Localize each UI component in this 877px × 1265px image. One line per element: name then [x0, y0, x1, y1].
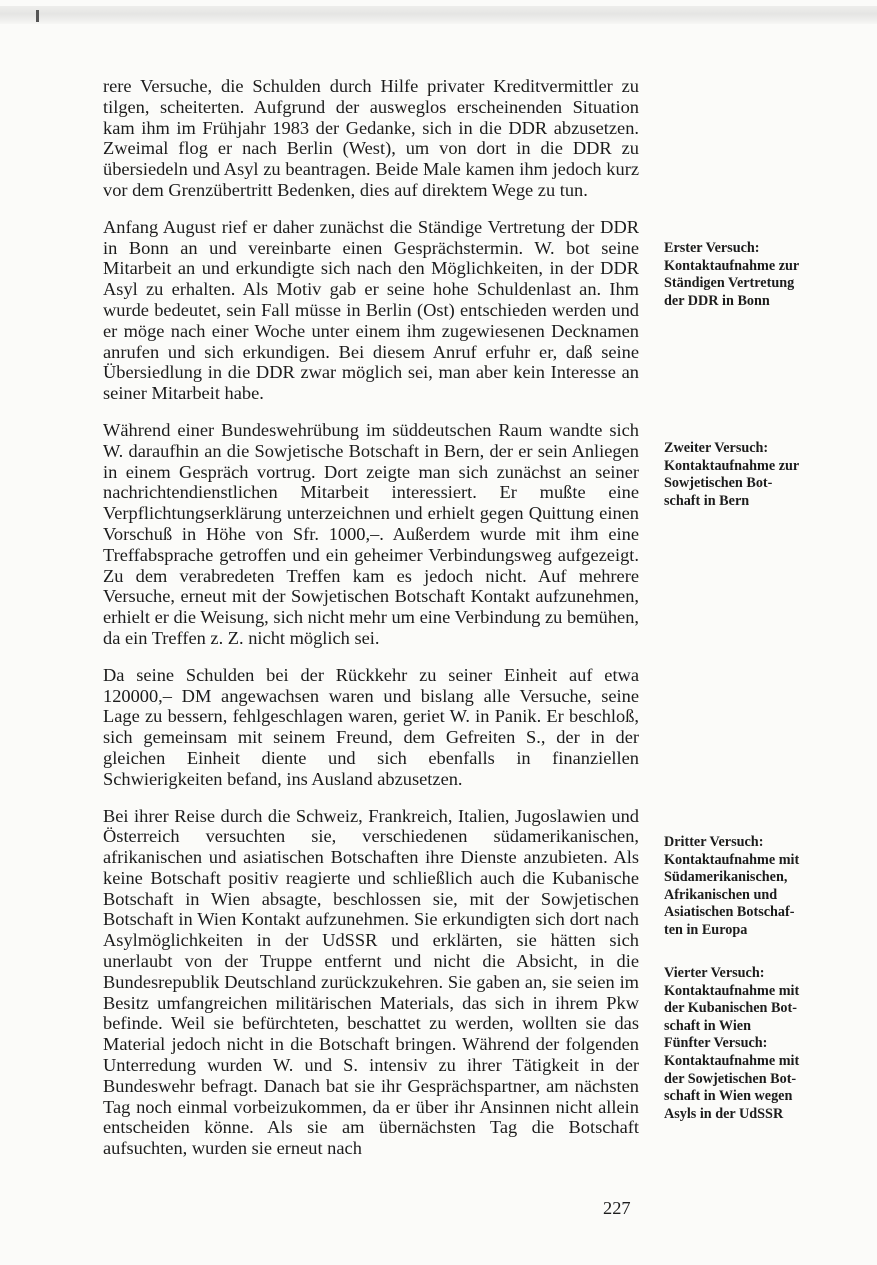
margin-note-first-attempt: [664, 240, 834, 310]
note-line: schaft in Wien: [664, 1017, 751, 1034]
note-line: ten in Europa: [664, 921, 748, 938]
note-line: Fünfter Versuch:: [664, 1035, 768, 1052]
note-line: Asyls in der UdSSR: [664, 1105, 784, 1122]
note-line: der Kubanischen Bot-: [664, 1000, 797, 1017]
note-line: Südamerikanischen,: [664, 869, 788, 886]
note-line: Kontaktaufnahme mit: [664, 851, 800, 868]
paragraph-4: Da seine Schulden bei der Rückkehr zu seiner Einheit auf etwa 120000,– DM angewachsen waren und bislang alle Versuche, seine Lage zu bessern, fehlgeschlagen waren, geriet W. in Panik. Er beschloß, sich gemeinsam mit seinem Freund, dem Gefreiten S., der in der gleichen Einheit diente und sich ebenfalls in finanziellen Schwierigkeiten befand, ins Ausland abzusetzen.: [103, 664, 639, 789]
note-line: Kontaktaufnahme mit: [664, 1052, 800, 1069]
note-line: der Sowjetischen Bot-: [664, 1070, 797, 1087]
note-line: Vierter Versuch:: [664, 965, 765, 981]
body-text: [103, 76, 639, 1175]
note-line: der DDR in Bonn: [664, 292, 770, 309]
note-line: schaft in Bern: [664, 492, 750, 509]
margin-note-third-attempt: [664, 834, 834, 940]
note-line: Afrikanischen und: [664, 886, 778, 903]
margin-note-fourth-fifth-attempt: [664, 965, 834, 1123]
note-line: Ständigen Vertretung: [664, 275, 795, 292]
note-line: Sowjetischen Bot-: [664, 475, 773, 492]
note-line: Dritter Versuch:: [664, 834, 764, 850]
paragraph-1: rere Versuche, die Schulden durch Hilfe privater Kreditvermittler zu tilgen, scheiterten. Aufgrund der ausweglos erscheinenden Situation kam ihm im Frühjahr 1983 der Gedanke, sich in die DDR abzusetzen. Zweimal flog er nach Berlin (West), um von dort in die DDR zu übersiedeln und Asyl zu beantragen. Beide Male kamen ihm jedoch kurz vor dem Grenzübertritt Bedenken, dies auf direktem Wege zu tun.: [103, 76, 639, 200]
note-line: schaft in Wien wegen: [664, 1088, 793, 1105]
page-number: 227: [603, 1198, 631, 1218]
scan-mark: [36, 10, 39, 22]
note-line: Kontaktaufnahme mit: [664, 982, 800, 999]
margin-note-second-attempt: [664, 440, 834, 510]
note-line: Kontaktaufnahme zur: [664, 257, 800, 274]
paragraph-2: Anfang August rief er daher zunächst die Ständige Vertretung der DDR in Bonn an und vereinbarte einen Gesprächstermin. W. bot seine Mitarbeit an und erkundigte sich nach den Möglichkeiten, in der DDR Asyl zu erhalten. Als Motiv gab er seine hohe Schuldenlast an. Ihm wurde bedeutet, sein Fall müsse in Berlin (Ost) entschieden werden und er möge nach einer Woche unter einem ihm zugewiesenen Decknamen anrufen und sich erkundigen. Bei diesem Anruf erfuhr er, daß seine Übersiedlung in die DDR zwar möglich sei, man aber kein Interesse an seiner Mitarbeit habe.: [103, 216, 639, 404]
note-line: Erster Versuch:: [664, 240, 760, 256]
paragraph-5: Bei ihrer Reise durch die Schweiz, Frankreich, Italien, Jugoslawien und Österreich versuchten sie, verschiedenen südamerikanischen, afrikanischen und asiatischen Botschaften ihre Dienste anzubieten. Als keine Botschaft positiv reagierte und schließlich auch die Kubanische Botschaft in Wien absagte, beschlossen sie, mit der Sowjetischen Botschaft in Wien Kontakt aufzunehmen. Sie erkundigten sich dort nach Asylmöglichkeiten in der UdSSR und erklärten, sie hätten sich unerlaubt von der Truppe entfernt und nicht die Absicht, in die Bundesrepublik Deutschland zurückzukehren. Sie gaben an, sie seien im Besitz umfangreichen militärischen Materials, das sich in ihrem Pkw befinde. Weil sie befürchteten, beschattet zu werden, wollten sie das Material jedoch nicht in die Botschaft bringen. Während der folgenden Unterredung wurden W. und S. intensiv zu ihrer Tätigkeit in der Bundeswehr befragt. Danach bat sie ihr Gesprächspartner, am nächsten Tag noch einmal vorbeizukommen, da er über ihr Ansinnen nicht allein entscheiden könne. Als sie am übernächsten Tag die Botschaft aufsuchten, wurden sie erneut nach: [103, 805, 639, 1159]
note-line: Kontaktaufnahme zur: [664, 457, 800, 474]
note-line: Asiatischen Botschaf-: [664, 904, 795, 921]
paragraph-3: Während einer Bundeswehrübung im süddeutschen Raum wandte sich W. daraufhin an die Sowjetische Botschaft in Bern, der er sein Anliegen in einem Gespräch vortrug. Dort zeigte man sich zunächst an seiner nachrichtendienstlichen Mitarbeit interessiert. Er mußte eine Verpflichtungserklärung unterzeichnen und erhielt gegen Quittung einen Vorschuß in Höhe von Sfr. 1000,–. Außerdem wurde mit ihm eine Treffabsprache getroffen und ein geheimer Verbindungsweg aufgezeigt. Zu dem verabredeten Treffen kam es jedoch nicht. Auf mehrere Versuche, erneut mit der Sowjetischen Botschaft Kontakt aufzunehmen, erhielt er die Weisung, sich nicht mehr um eine Verbindung zu bemühen, da ein Treffen z. Z. nicht möglich sei.: [103, 419, 639, 648]
note-line: Zweiter Versuch:: [664, 440, 769, 456]
scan-edge-shadow: [0, 6, 877, 24]
